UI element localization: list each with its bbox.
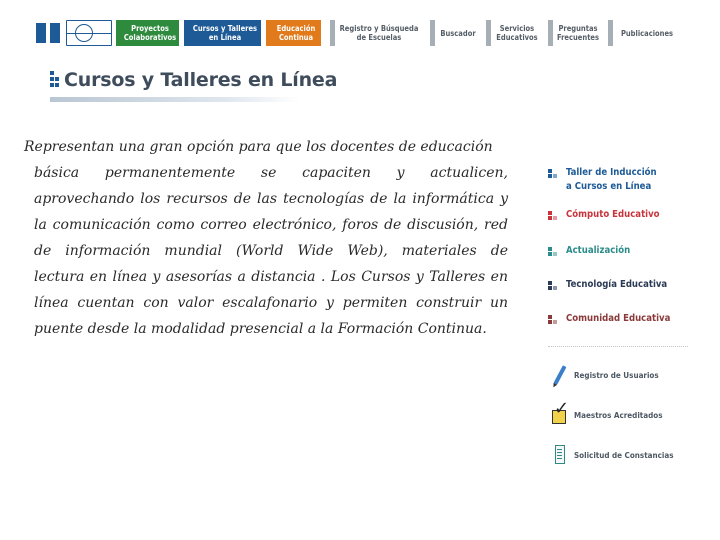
nav-label: Educación Continua — [271, 20, 321, 46]
paragraph-line: lectura en línea y asesorías a distancia . Los Cursos y Talleres en — [34, 269, 508, 285]
tool-registro-usuarios[interactable] — [552, 364, 659, 386]
sidebar-item-label: Taller de Inducción a Cursos en Línea — [566, 167, 657, 192]
nav-publicaciones[interactable] — [608, 20, 681, 46]
logo-emblem-icon — [66, 20, 112, 46]
nav-registro-escuelas[interactable] — [330, 20, 423, 46]
nav-label: Buscador — [440, 28, 476, 38]
sidebar-item-tecnologia-educativa[interactable] — [548, 278, 667, 293]
nav-label: Registro y Búsqueda de Escuelas — [339, 24, 419, 42]
grid-icon — [50, 71, 60, 89]
bullet-icon — [548, 315, 558, 327]
nav-label: Publicaciones — [620, 28, 674, 38]
nav-label: Servicios Educativos — [496, 24, 538, 42]
nav-label: Proyectos Colaborativos — [121, 20, 179, 46]
bullet-icon — [548, 247, 558, 259]
sidebar-divider — [548, 346, 688, 347]
nav-servicios-educativos[interactable] — [486, 20, 543, 46]
page-title: Cursos y Talleres en Línea — [64, 69, 338, 91]
checkbox-icon: ✓ — [552, 404, 568, 426]
bullet-icon — [548, 169, 558, 181]
paragraph-line: Representan una gran opción para que los docentes de educación — [24, 139, 493, 155]
page-header — [50, 68, 337, 92]
logo-block — [36, 23, 46, 43]
nav-label: Cursos y Talleres en Línea — [189, 20, 261, 46]
tool-solicitud-constancias[interactable] — [552, 444, 673, 466]
nav-educacion-continua[interactable] — [266, 20, 321, 46]
paragraph-line: de información mundial (World Wide Web), materiales de — [34, 243, 508, 259]
sidebar-item-computo-educativo[interactable] — [548, 208, 660, 223]
paragraph-line: aprovechando los recursos de las tecnologías de la informática y — [34, 191, 508, 207]
paragraph-line: puente desde la modalidad presencial a la Formación Continua. — [34, 321, 487, 337]
tool-label: Maestros Acreditados — [574, 410, 663, 420]
nav-cursos-y-talleres[interactable] — [184, 20, 261, 46]
document-icon — [552, 444, 568, 466]
sidebar-item-actualizacion[interactable] — [548, 244, 630, 259]
sidebar-item-label: Comunidad Educativa — [566, 313, 671, 324]
tool-maestros-acreditados[interactable] — [552, 398, 663, 426]
paragraph-line: línea cuentan con valor escalafonario y permiten construir un — [34, 295, 508, 311]
nav-label: Preguntas Frecuentes — [556, 24, 600, 42]
tool-label: Registro de Usuarios — [574, 370, 659, 380]
bullet-icon — [548, 281, 558, 293]
sidebar-item-label: Tecnología Educativa — [566, 279, 668, 290]
sidebar-item-comunidad-educativa[interactable] — [548, 312, 670, 327]
paragraph-line: la comunicación como correo electrónico, foros de discusión, red — [34, 217, 508, 233]
sidebar-item-label: Actualización — [566, 245, 631, 256]
logo-block — [50, 23, 60, 43]
nav-proyectos-colaborativos[interactable] — [116, 20, 179, 46]
nav-buscador[interactable] — [430, 20, 481, 46]
description-paragraph — [24, 134, 508, 342]
pencil-icon — [552, 364, 568, 386]
nav-preguntas-frecuentes[interactable] — [548, 20, 603, 46]
sidebar-item-label: Cómputo Educativo — [566, 209, 660, 220]
paragraph-line: básica permanentemente se capaciten y actualicen, — [34, 165, 508, 181]
title-underline — [50, 97, 300, 102]
top-navigation — [36, 16, 686, 50]
site-logo[interactable] — [36, 20, 114, 46]
tool-label: Solicitud de Constancias — [574, 450, 674, 460]
sidebar-item-taller-induccion[interactable] — [548, 166, 657, 194]
bullet-icon — [548, 211, 558, 223]
